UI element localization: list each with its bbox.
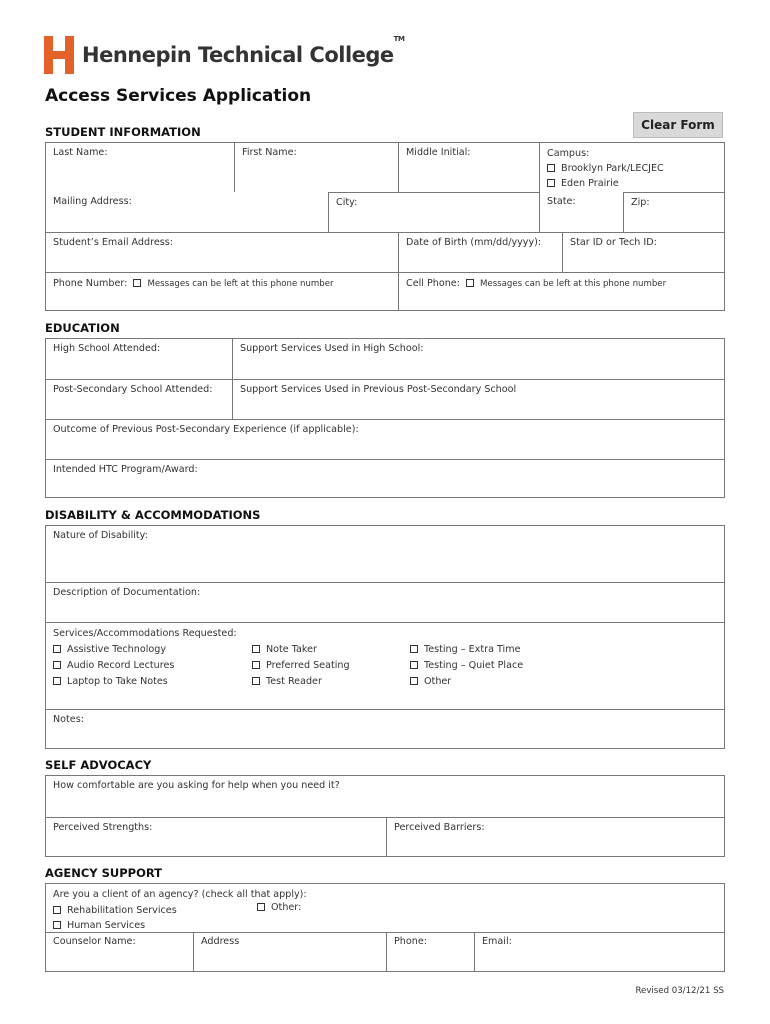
state-label: State: — [547, 196, 576, 207]
agency-address-field[interactable] — [193, 932, 386, 972]
campus-label: Campus: — [547, 148, 590, 159]
college-logo — [44, 36, 404, 74]
first-name-label: First Name: — [242, 147, 297, 158]
test-reader-label: Test Reader — [266, 676, 322, 687]
audio-record-checkbox[interactable] — [53, 661, 61, 669]
comfortable-field[interactable] — [46, 776, 725, 817]
logo-mark-icon — [44, 36, 74, 74]
strengths-field[interactable] — [46, 817, 386, 857]
section-student-information: STUDENT INFORMATION — [45, 125, 201, 139]
barriers-label: Perceived Barriers: — [394, 822, 485, 833]
disability-table — [45, 525, 725, 749]
agency-question-label: Are you a client of an agency? (check all that apply): — [53, 889, 307, 900]
audio-record-label: Audio Record Lectures — [67, 660, 175, 671]
section-education: EDUCATION — [45, 321, 120, 335]
middle-initial-label: Middle Initial: — [406, 147, 471, 158]
section-self-advocacy: SELF ADVOCACY — [45, 758, 152, 772]
phone-label: Phone Number: — [53, 278, 128, 289]
star-id-label: Star ID or Tech ID: — [570, 237, 657, 248]
agency-table — [45, 883, 725, 972]
notes-label: Notes: — [53, 714, 84, 725]
support-ps-field[interactable] — [232, 379, 725, 419]
laptop-notes-label: Laptop to Take Notes — [67, 676, 168, 687]
rehab-services-checkbox[interactable] — [53, 906, 61, 914]
email-field[interactable] — [46, 232, 398, 272]
nature-of-disability-label: Nature of Disability: — [53, 530, 148, 541]
extra-time-label: Testing – Extra Time — [424, 644, 521, 655]
agency-address-label: Address — [201, 936, 240, 947]
nature-of-disability-field[interactable] — [46, 526, 725, 582]
outcome-field[interactable] — [46, 419, 725, 459]
zip-field[interactable] — [623, 192, 725, 232]
education-table — [45, 338, 725, 498]
other-accommodation-label: Other — [424, 676, 452, 687]
note-taker-label: Note Taker — [266, 644, 317, 655]
middle-initial-field[interactable] — [398, 143, 539, 192]
cell-phone-label: Cell Phone: — [406, 278, 460, 289]
post-secondary-label: Post-Secondary School Attended: — [53, 384, 213, 395]
cell-phone-field[interactable] — [398, 272, 725, 311]
city-label: City: — [336, 197, 358, 208]
last-name-field[interactable] — [46, 143, 234, 192]
intended-program-label: Intended HTC Program/Award: — [53, 464, 198, 475]
high-school-label: High School Attended: — [53, 343, 161, 354]
other-agency-checkbox[interactable] — [257, 903, 265, 911]
comfortable-label: How comfortable are you asking for help when you need it? — [53, 780, 340, 791]
cell-messages-label: Messages can be left at this phone number — [480, 279, 667, 289]
other-accommodation-checkbox[interactable] — [410, 677, 418, 685]
services-requested-label: Services/Accommodations Requested: — [53, 628, 237, 639]
phone-messages-label: Messages can be left at this phone number — [147, 279, 334, 289]
documentation-field[interactable] — [46, 582, 725, 622]
high-school-field[interactable] — [46, 339, 232, 379]
cell-messages-checkbox[interactable] — [466, 279, 474, 287]
support-ps-label: Support Services Used in Previous Post-Secondary School — [240, 384, 517, 395]
human-services-label: Human Services — [67, 920, 146, 931]
star-id-field[interactable] — [562, 232, 725, 272]
email-label: Student’s Email Address: — [53, 237, 173, 248]
section-disability: DISABILITY & ACCOMMODATIONS — [45, 508, 261, 522]
agency-email-label: Email: — [482, 936, 512, 947]
city-field[interactable] — [328, 192, 539, 232]
assistive-technology-checkbox[interactable] — [53, 645, 61, 653]
note-taker-checkbox[interactable] — [252, 645, 260, 653]
dob-label: Date of Birth (mm/dd/yyyy): — [406, 237, 542, 248]
campus-field — [539, 143, 725, 192]
mailing-address-label: Mailing Address: — [53, 196, 132, 207]
agency-phone-field[interactable] — [386, 932, 474, 972]
documentation-label: Description of Documentation: — [53, 587, 201, 598]
document-title: Access Services Application — [45, 86, 312, 106]
outcome-label: Outcome of Previous Post-Secondary Experience (if applicable): — [53, 424, 359, 435]
other-agency-label: Other: — [271, 902, 302, 913]
revision-note: Revised 03/12/21 SS — [635, 986, 724, 996]
clear-form-button[interactable]: Clear Form — [633, 112, 723, 138]
notes-field[interactable] — [46, 709, 725, 749]
services-column-1 — [53, 642, 174, 690]
first-name-field[interactable] — [234, 143, 398, 192]
agency-phone-label: Phone: — [394, 936, 427, 947]
campus-brooklyn-checkbox[interactable] — [547, 164, 555, 172]
campus-eden-prairie-checkbox[interactable] — [547, 179, 555, 187]
quiet-place-checkbox[interactable] — [410, 661, 418, 669]
services-column-2 — [252, 642, 350, 690]
laptop-notes-checkbox[interactable] — [53, 677, 61, 685]
student-information-table — [45, 142, 725, 311]
test-reader-checkbox[interactable] — [252, 677, 260, 685]
phone-field[interactable] — [46, 272, 398, 311]
strengths-label: Perceived Strengths: — [53, 822, 153, 833]
preferred-seating-checkbox[interactable] — [252, 661, 260, 669]
counselor-name-label: Counselor Name: — [53, 936, 136, 947]
trademark: TM — [393, 35, 405, 43]
services-column-3 — [410, 642, 523, 690]
human-services-checkbox[interactable] — [53, 921, 61, 929]
counselor-name-field[interactable] — [46, 932, 193, 972]
section-agency-support: AGENCY SUPPORT — [45, 866, 163, 880]
campus-brooklyn-label: Brooklyn Park/LECJEC — [561, 163, 664, 174]
self-advocacy-table — [45, 775, 725, 857]
agency-question-field — [46, 884, 725, 932]
support-hs-label: Support Services Used in High School: — [240, 343, 424, 354]
agency-email-field[interactable] — [474, 932, 725, 972]
support-hs-field[interactable] — [232, 339, 725, 379]
intended-program-field[interactable] — [46, 459, 725, 498]
dob-field[interactable] — [398, 232, 562, 272]
state-field[interactable] — [539, 192, 623, 232]
extra-time-checkbox[interactable] — [410, 645, 418, 653]
services-requested-field — [46, 622, 725, 709]
post-secondary-field[interactable] — [46, 379, 232, 419]
preferred-seating-label: Preferred Seating — [266, 660, 350, 671]
college-name: Hennepin Technical College™ — [82, 35, 405, 67]
barriers-field[interactable] — [386, 817, 725, 857]
last-name-label: Last Name: — [53, 147, 108, 158]
quiet-place-label: Testing – Quiet Place — [424, 660, 524, 671]
assistive-technology-label: Assistive Technology — [67, 644, 167, 655]
mailing-address-field[interactable] — [46, 192, 328, 232]
phone-messages-checkbox[interactable] — [133, 279, 141, 287]
rehab-services-label: Rehabilitation Services — [67, 904, 177, 916]
campus-eden-prairie-label: Eden Prairie — [561, 178, 619, 189]
zip-label: Zip: — [631, 197, 650, 208]
